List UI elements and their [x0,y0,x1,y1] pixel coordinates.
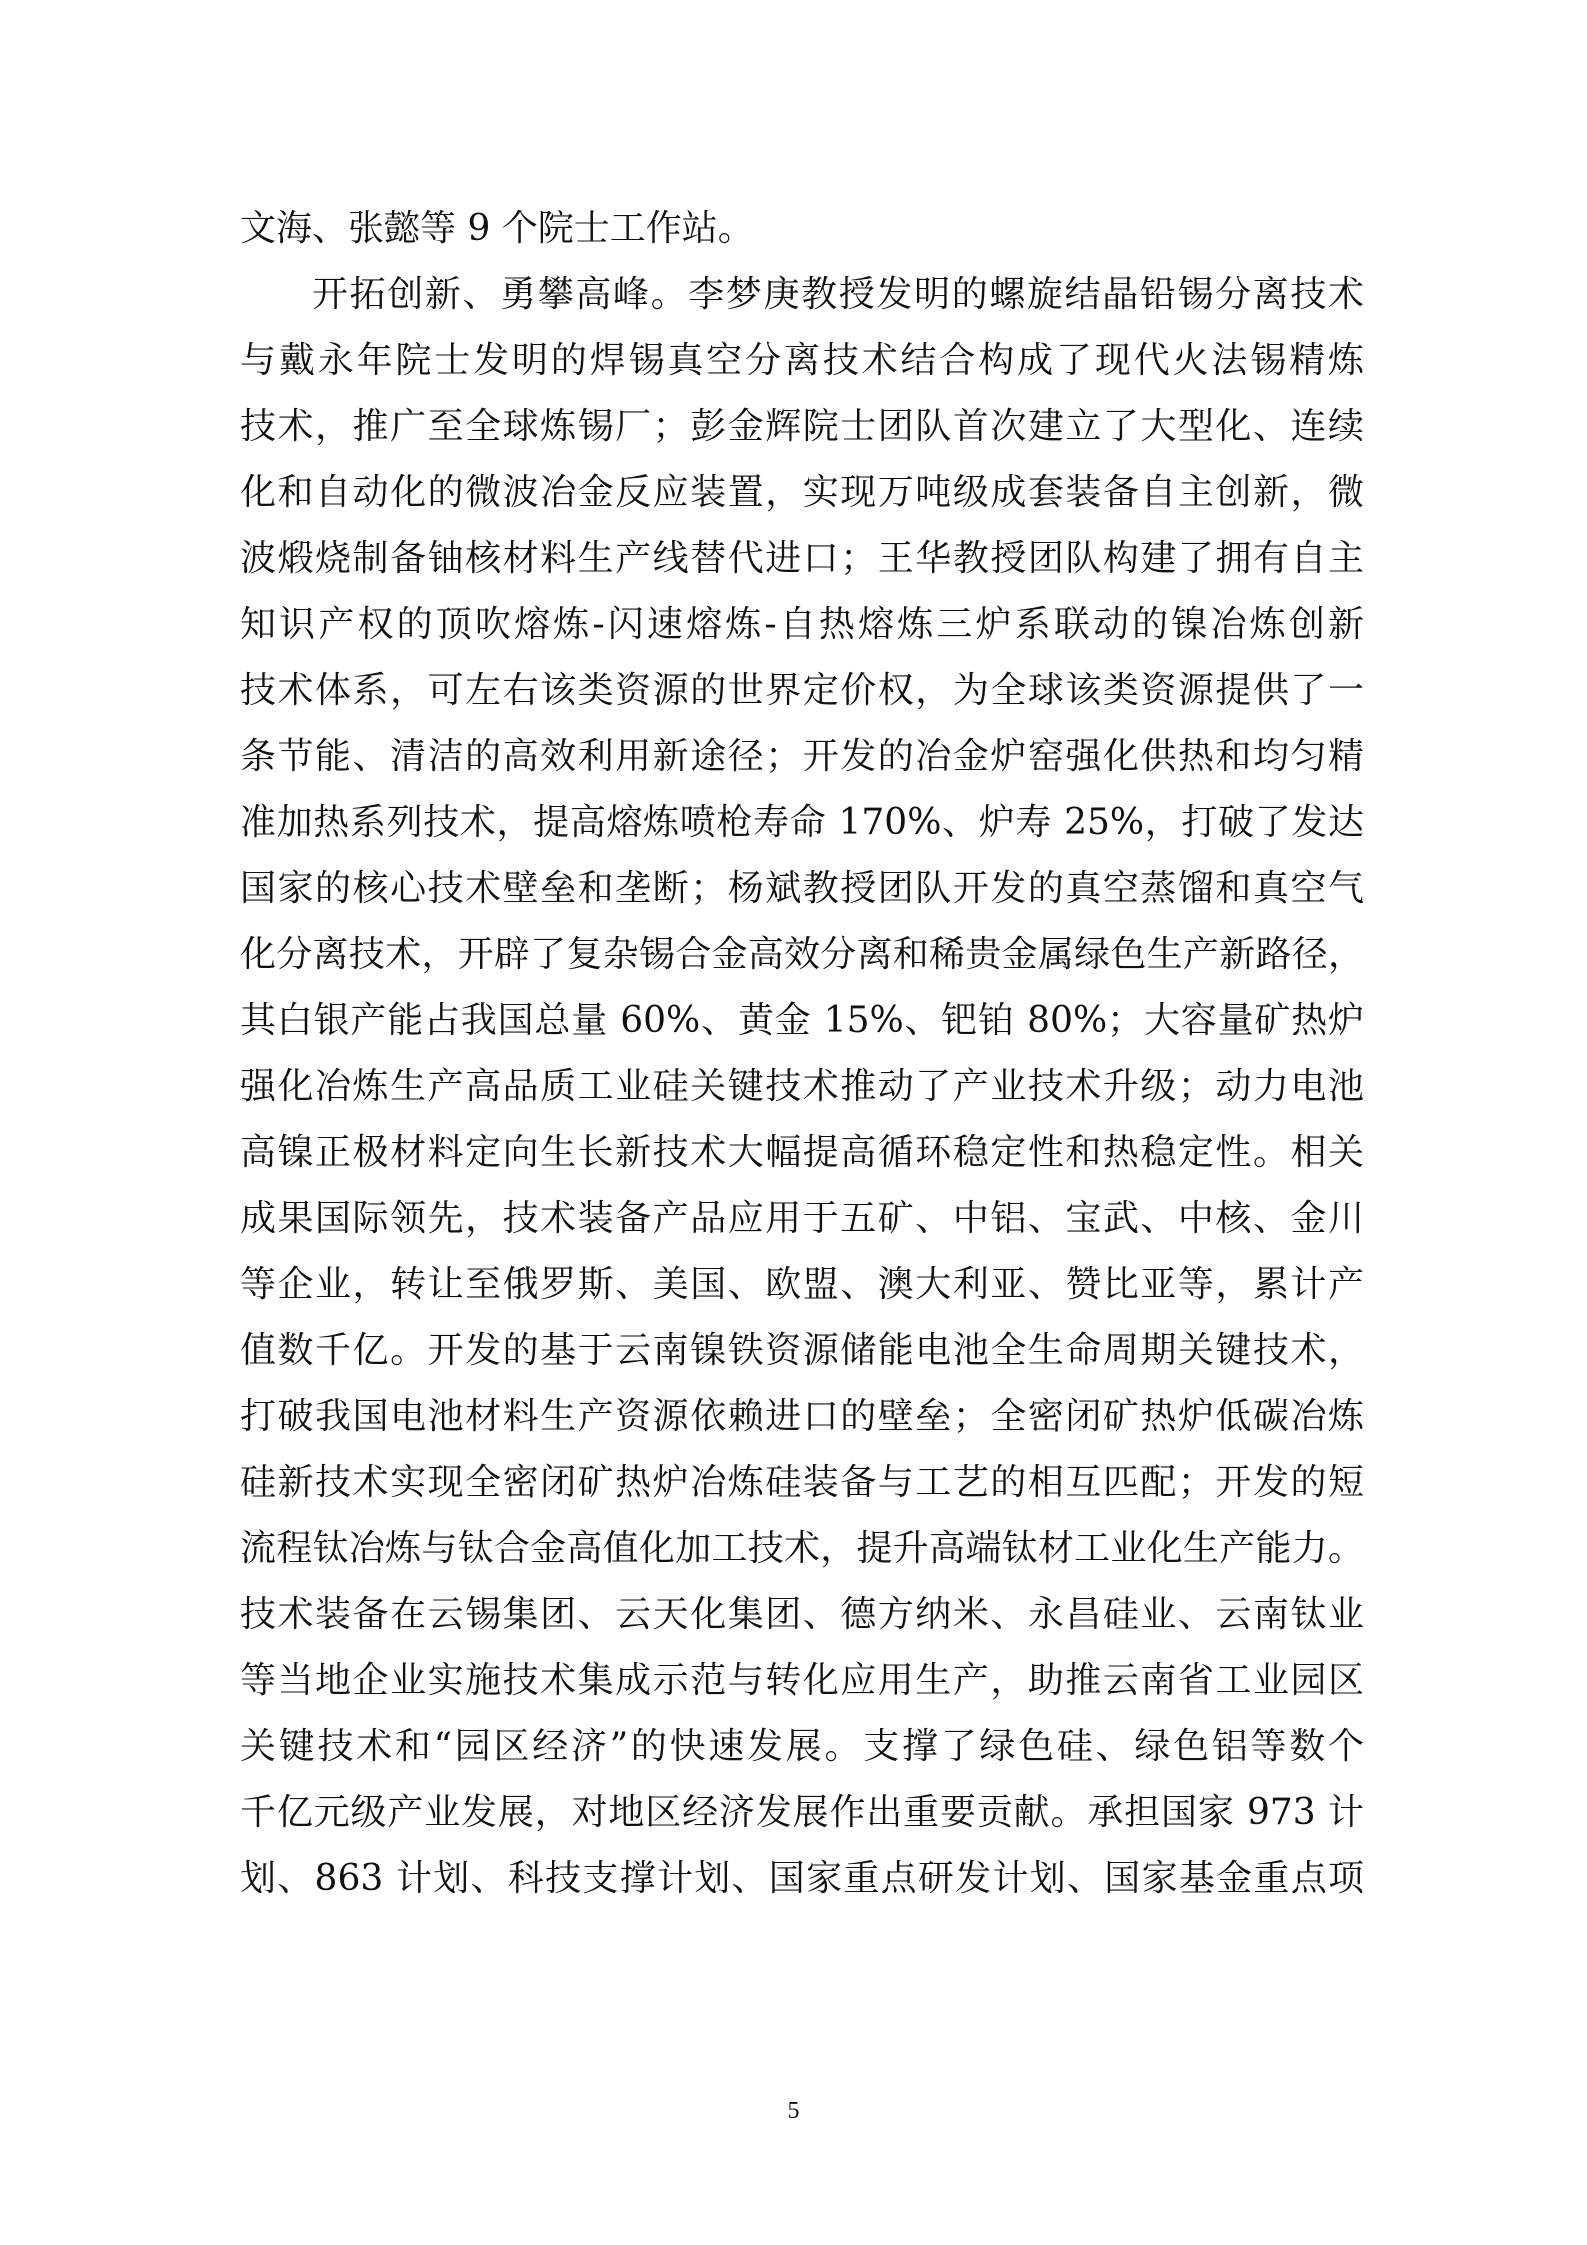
text-line: 技术体系，可左右该类资源的世界定价权，为全球该类资源提供了一 [240,670,1364,711]
paragraph-start-line: 开拓创新、勇攀高峰。李梦庚教授发明的螺旋结晶铅锡分离技术 [312,274,1364,315]
text-line: 文海、张懿等 9 个院士工作站。 [240,208,754,249]
text-line: 关键技术和“园区经济”的快速发展。支撑了绿色硅、绿色铝等数个 [240,1726,1364,1767]
text-line: 化分离技术，开辟了复杂锡合金高效分离和稀贵金属绿色生产新路径， [240,934,1364,975]
text-line: 流程钛冶炼与钛合金高值化加工技术，提升高端钛材工业化生产能力。 [240,1528,1364,1569]
text-line: 技术装备在云锡集团、云天化集团、德方纳米、永昌硅业、云南钛业 [240,1594,1364,1635]
text-line: 等企业，转让至俄罗斯、美国、欧盟、澳大利亚、赞比亚等，累计产 [240,1264,1364,1305]
text-line: 准加热系列技术，提高熔炼喷枪寿命 170%、炉寿 25%，打破了发达 [240,802,1364,843]
text-line: 值数千亿。开发的基于云南镍铁资源储能电池全生命周期关键技术， [240,1330,1364,1371]
text-line: 波煅烧制备铀核材料生产线替代进口；王华教授团队构建了拥有自主 [240,538,1364,579]
text-line: 条节能、清洁的高效利用新途径；开发的冶金炉窑强化供热和均匀精 [240,736,1364,777]
text-line: 划、863 计划、科技支撑计划、国家重点研发计划、国家基金重点项 [240,1858,1364,1899]
text-line: 技术，推广至全球炼锡厂；彭金辉院士团队首次建立了大型化、连续 [240,406,1364,447]
text-line: 成果国际领先，技术装备产品应用于五矿、中铝、宝武、中核、金川 [240,1198,1364,1239]
body-text [240,196,1364,1912]
text-line: 其白银产能占我国总量 60%、黄金 15%、钯铂 80%；大容量矿热炉 [240,1000,1364,1041]
text-line: 国家的核心技术壁垒和垄断；杨斌教授团队开发的真空蒸馏和真空气 [240,868,1364,909]
text-line: 高镍正极材料定向生长新技术大幅提高循环稳定性和热稳定性。相关 [240,1132,1364,1173]
text-line: 知识产权的顶吹熔炼-闪速熔炼-自热熔炼三炉系联动的镍冶炼创新 [240,604,1364,645]
text-line: 与戴永年院士发明的焊锡真空分离技术结合构成了现代火法锡精炼 [240,340,1364,381]
text-line: 硅新技术实现全密闭矿热炉冶炼硅装备与工艺的相互匹配；开发的短 [240,1462,1364,1503]
text-line: 化和自动化的微波冶金反应装置，实现万吨级成套装备自主创新，微 [240,472,1364,513]
page-number: 5 [787,2098,800,2124]
text-line: 千亿元级产业发展，对地区经济发展作出重要贡献。承担国家 973 计 [240,1792,1364,1833]
text-line: 打破我国电池材料生产资源依赖进口的壁垒；全密闭矿热炉低碳冶炼 [240,1396,1364,1437]
text-line: 强化冶炼生产高品质工业硅关键技术推动了产业技术升级；动力电池 [240,1066,1364,1107]
text-line: 等当地企业实施技术集成示范与转化应用生产，助推云南省工业园区 [240,1660,1364,1701]
